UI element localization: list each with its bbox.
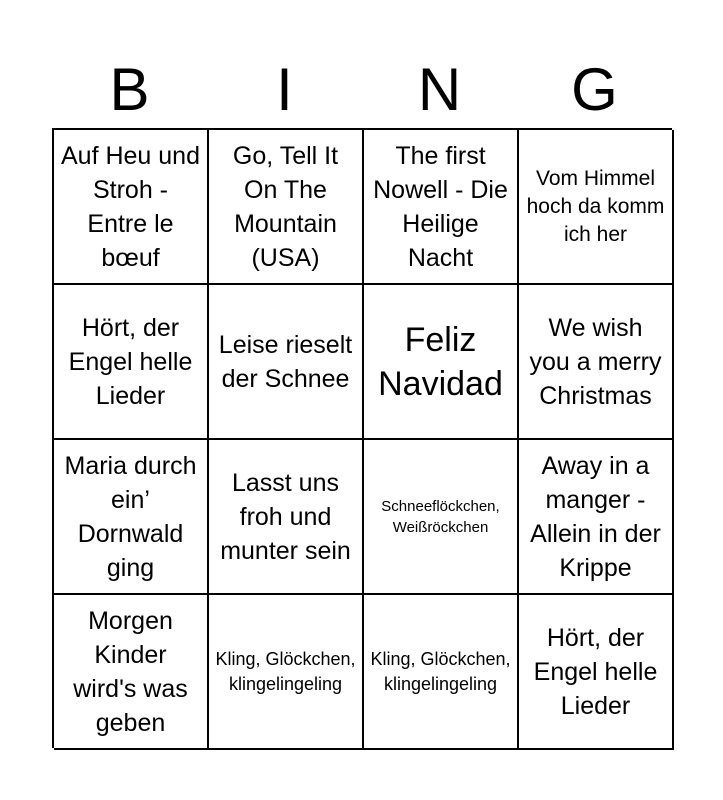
cell-text: Hört, der Engel helle Lieder bbox=[68, 313, 193, 410]
cell-text: Vom Himmel hoch da komm ich her bbox=[526, 166, 665, 246]
cell-text: Auf Heu und Stroh - Entre le bœuf bbox=[61, 141, 200, 272]
cell-text: Kling, Glöckchen, klingelingeling bbox=[215, 648, 356, 694]
bingo-cell[interactable] bbox=[209, 130, 364, 285]
cell-text: Leise rieselt der Schnee bbox=[218, 330, 353, 393]
cell-text: Maria durch ein’ Dornwald ging bbox=[64, 451, 197, 582]
bingo-cell[interactable] bbox=[54, 595, 209, 750]
bingo-cell[interactable] bbox=[54, 130, 209, 285]
bingo-cell[interactable] bbox=[364, 130, 519, 285]
bingo-cell[interactable] bbox=[364, 440, 519, 595]
cell-text: Feliz Navidad bbox=[378, 320, 503, 403]
bingo-cell[interactable] bbox=[519, 285, 674, 440]
cell-text: Kling, Glöckchen, klingelingeling bbox=[370, 648, 511, 694]
cell-text: The first Nowell - Die Heilige Nacht bbox=[373, 141, 508, 272]
bingo-cell[interactable] bbox=[519, 595, 674, 750]
cell-text: Hört, der Engel helle Lieder bbox=[533, 623, 658, 720]
cell-text: Lasst uns froh und munter sein bbox=[220, 468, 351, 565]
cell-text: Away in a manger - Allein in der Krippe bbox=[530, 451, 661, 582]
header-letter-i: I bbox=[276, 56, 293, 123]
bingo-header bbox=[52, 52, 672, 128]
bingo-cell[interactable] bbox=[209, 595, 364, 750]
bingo-cell[interactable] bbox=[519, 440, 674, 595]
cell-text: We wish you a merry Christmas bbox=[529, 313, 662, 410]
cell-text: Schneeflöckchen, Weißröckchen bbox=[381, 497, 500, 536]
cell-text: Go, Tell It On The Mountain (USA) bbox=[232, 141, 339, 272]
bingo-cell[interactable] bbox=[209, 440, 364, 595]
bingo-grid bbox=[52, 128, 672, 748]
bingo-cell[interactable] bbox=[54, 285, 209, 440]
bingo-cell[interactable] bbox=[364, 285, 519, 440]
cell-text: Morgen Kinder wird's was geben bbox=[73, 606, 188, 737]
header-letter-b: B bbox=[109, 56, 150, 123]
bingo-cell[interactable] bbox=[209, 285, 364, 440]
bingo-cell[interactable] bbox=[364, 595, 519, 750]
bingo-cell[interactable] bbox=[519, 130, 674, 285]
header-letter-n: N bbox=[417, 56, 462, 123]
bingo-cell[interactable] bbox=[54, 440, 209, 595]
header-letter-g: G bbox=[571, 56, 618, 123]
